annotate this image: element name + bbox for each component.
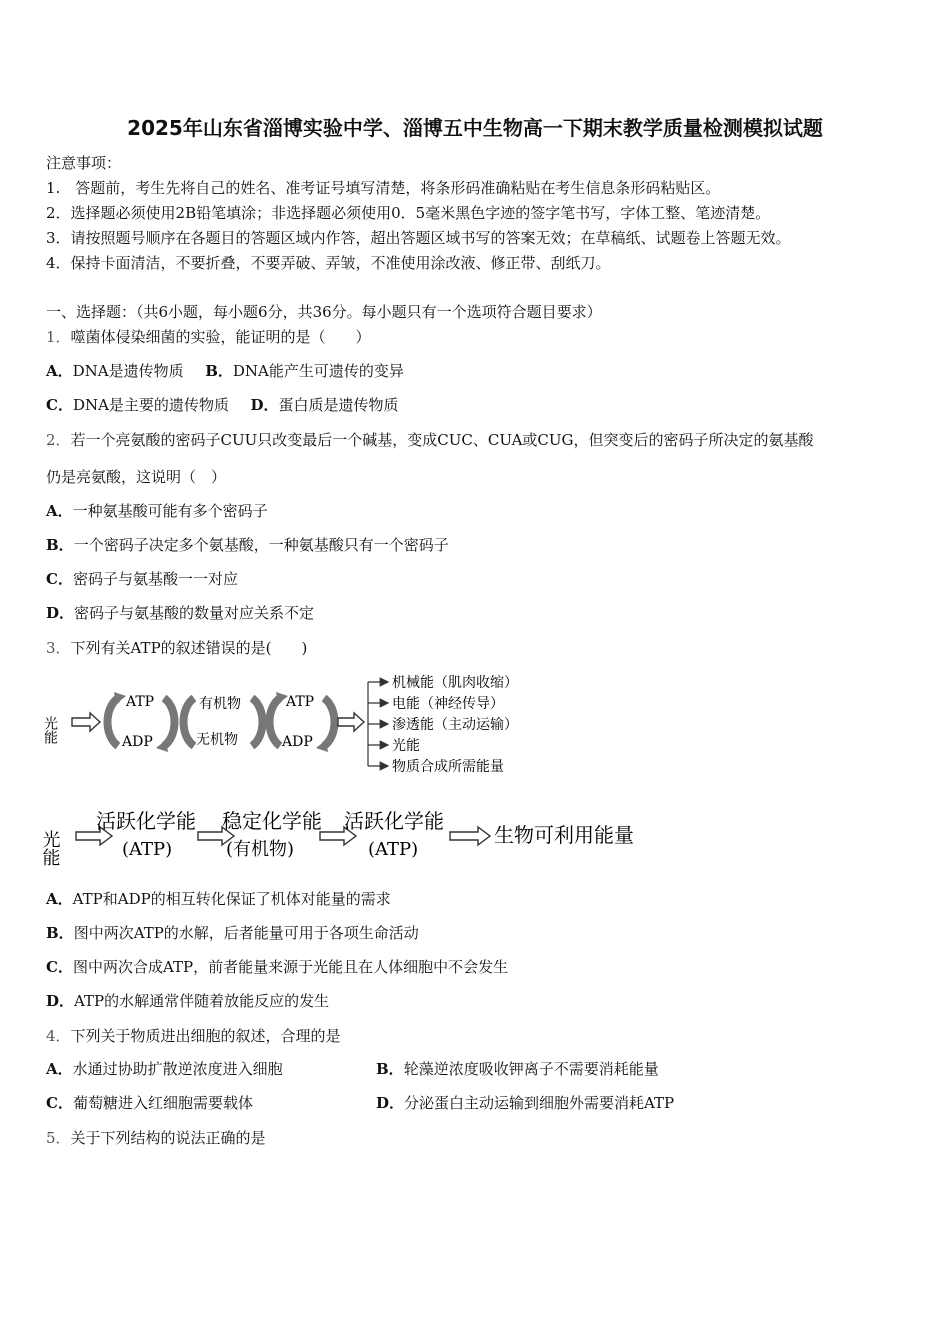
- option-text: 一个密码子决定多个氨基酸，一种氨基酸只有一个密码子: [73, 536, 449, 554]
- curved-arrow: [108, 698, 119, 746]
- option-letter: B．: [46, 924, 74, 942]
- cycle-label: ATP: [286, 694, 315, 710]
- curved-arrow: [252, 698, 263, 746]
- question-3-stem: [46, 637, 307, 658]
- question-3-option-a: [46, 888, 391, 909]
- option-text: 图中两次ATP的水解，后者能量可用于各项生命活动: [73, 924, 419, 942]
- question-4-option-a: [46, 1058, 283, 1079]
- question-2-option-a: [46, 500, 268, 521]
- output-label: 电能（神经传导）: [392, 696, 504, 712]
- option-letter: D．: [46, 992, 75, 1010]
- option-letter: D．: [376, 1094, 405, 1112]
- arrow-head: [114, 692, 126, 704]
- question-number: 3．: [46, 639, 71, 657]
- option-text: 水通过协助扩散逆浓度进入细胞: [72, 1060, 283, 1078]
- option-text: 分泌蛋白主动运输到细胞外需要消耗ATP: [404, 1094, 675, 1112]
- cycle-1: [108, 692, 175, 752]
- option-text: DNA是遗传物质: [72, 362, 184, 380]
- option-text: 轮藻逆浓度吸收钾离子不需要消耗能量: [403, 1060, 659, 1078]
- flow-step: 活跃化学能: [96, 809, 196, 833]
- option-letter: C．: [46, 396, 73, 414]
- output-label: 物质合成所需能量: [392, 759, 504, 775]
- option-text: 一种氨基酸可能有多个密码子: [72, 502, 268, 520]
- cycle-3: [270, 692, 335, 752]
- flow-sub: (ATP): [122, 839, 173, 860]
- cycle-2: [184, 695, 263, 748]
- question-text: 下列关于物质进出细胞的叙述，合理的是: [70, 1027, 341, 1045]
- question-text: 关于下列结构的说法正确的是: [70, 1129, 266, 1147]
- option-letter: A．: [46, 890, 73, 908]
- question-text: 噬菌体侵染细菌的实验，能证明的是（ ）: [70, 328, 371, 346]
- option-letter: D．: [250, 396, 279, 414]
- option-letter: B．: [376, 1060, 404, 1078]
- question-4-option-d: [376, 1092, 674, 1113]
- notice-heading: 注意事项：: [46, 154, 122, 172]
- option-text: DNA是主要的遗传物质: [72, 396, 229, 414]
- diagram2-source: 光能: [39, 830, 61, 866]
- cycle-label: ADP: [282, 734, 313, 750]
- option-letter: D．: [46, 604, 75, 622]
- section-heading: 一、选择题：（共6小题，每小题6分，共36分。每小题只有一个选项符合题目要求）: [46, 303, 602, 321]
- question-3-option-c: [46, 956, 508, 977]
- flow-step: 稳定化学能: [222, 809, 322, 833]
- option-letter: A．: [46, 362, 73, 380]
- question-2-stem-cont: 仍是亮氨酸，这说明（ ）: [46, 468, 227, 486]
- atp-cycle-diagram: [42, 672, 546, 784]
- flow-sub: (ATP): [368, 839, 419, 860]
- hollow-arrow: [338, 713, 364, 731]
- option-text: 密码子与氨基酸的数量对应关系不定: [74, 604, 315, 622]
- option-letter: B．: [205, 362, 233, 380]
- curved-arrow: [164, 698, 175, 746]
- option-letter: C．: [46, 570, 73, 588]
- curved-arrow: [184, 698, 195, 746]
- question-number: 5．: [46, 1129, 71, 1147]
- option-letter: A．: [46, 502, 73, 520]
- cycle-label: ADP: [122, 734, 153, 750]
- option-letter: C．: [46, 958, 73, 976]
- cycle-label: ATP: [126, 694, 155, 710]
- output-label: 光能: [392, 738, 420, 754]
- output-label: 渗透能（主动运输）: [392, 717, 518, 733]
- question-number: 4．: [46, 1027, 71, 1045]
- option-text: 葡萄糖进入红细胞需要载体: [72, 1094, 253, 1112]
- option-text: 图中两次合成ATP，前者能量来源于光能且在人体细胞中不会发生: [72, 958, 509, 976]
- curved-arrow: [324, 698, 335, 746]
- option-text: DNA能产生可遗传的变异: [232, 362, 404, 380]
- question-5-stem: [46, 1127, 266, 1148]
- notice-item: 3．请按照题号顺序在各题目的答题区域内作答，超出答题区域书写的答案无效；在草稿纸、试题卷上答题无效。: [46, 229, 791, 247]
- question-2-stem: [46, 429, 814, 450]
- option-letter: C．: [46, 1094, 73, 1112]
- question-number: 1．: [46, 328, 71, 346]
- question-number: 2．: [46, 431, 71, 449]
- hollow-arrow: [450, 827, 490, 845]
- option-text: ATP和ADP的相互转化保证了机体对能量的需求: [72, 890, 391, 908]
- output-label: 机械能（肌肉收缩）: [392, 675, 518, 691]
- question-3-option-b: [46, 922, 419, 943]
- notice-item: 1. 答题前，考生先将自己的姓名、准考证号填写清楚，将条形码准确粘贴在考生信息条形码粘贴区。: [46, 179, 721, 197]
- option-text: 密码子与氨基酸一一对应: [72, 570, 238, 588]
- question-1-options-cd: [46, 394, 399, 415]
- question-1-options-ab: [46, 360, 404, 381]
- flow-end: 生物可利用能量: [494, 823, 634, 847]
- question-text: 若一个亮氨酸的密码子CUU只改变最后一个碱基，变成CUC、CUA或CUG，但突变后的密码子所决定的氨基酸: [70, 431, 814, 449]
- option-text: ATP的水解通常伴随着放能反应的发生: [74, 992, 330, 1010]
- energy-flow-diagram: [39, 800, 666, 866]
- flow-sub: (有机物): [226, 839, 295, 860]
- arrow-head: [316, 740, 328, 752]
- question-1-stem: [46, 326, 371, 347]
- flow-step: 活跃化学能: [344, 809, 444, 833]
- notice-item: 4．保持卡面清洁，不要折叠，不要弄破、弄皱，不准使用涂改液、修正带、刮纸刀。: [46, 254, 611, 272]
- question-4-stem: [46, 1025, 341, 1046]
- question-3-option-d: [46, 990, 329, 1011]
- option-letter: A．: [46, 1060, 73, 1078]
- question-2-option-d: [46, 602, 314, 623]
- cycle-label: 有机物: [199, 696, 241, 712]
- question-4-option-c: [46, 1092, 253, 1113]
- question-2-option-c: [46, 568, 238, 589]
- hollow-arrow: [72, 713, 100, 731]
- option-text: 蛋白质是遗传物质: [278, 396, 399, 414]
- question-text: 下列有关ATP的叙述错误的是( ): [70, 639, 308, 657]
- curved-arrow: [270, 698, 281, 746]
- page-title: 2025年山东省淄博实验中学、淄博五中生物高一下期末教学质量检测模拟试题: [127, 116, 823, 140]
- option-letter: B．: [46, 536, 74, 554]
- cycle-label: 无机物: [196, 732, 238, 748]
- question-2-option-b: [46, 534, 449, 555]
- arrow-head: [156, 740, 168, 752]
- notice-item: 2．选择题必须使用2B铅笔填涂；非选择题必须使用0．5毫米黑色字迹的签字笔书写，字体工整、笔迹清楚。: [46, 204, 771, 222]
- diagram1-source: 光能: [42, 716, 58, 744]
- question-4-option-b: [376, 1058, 659, 1079]
